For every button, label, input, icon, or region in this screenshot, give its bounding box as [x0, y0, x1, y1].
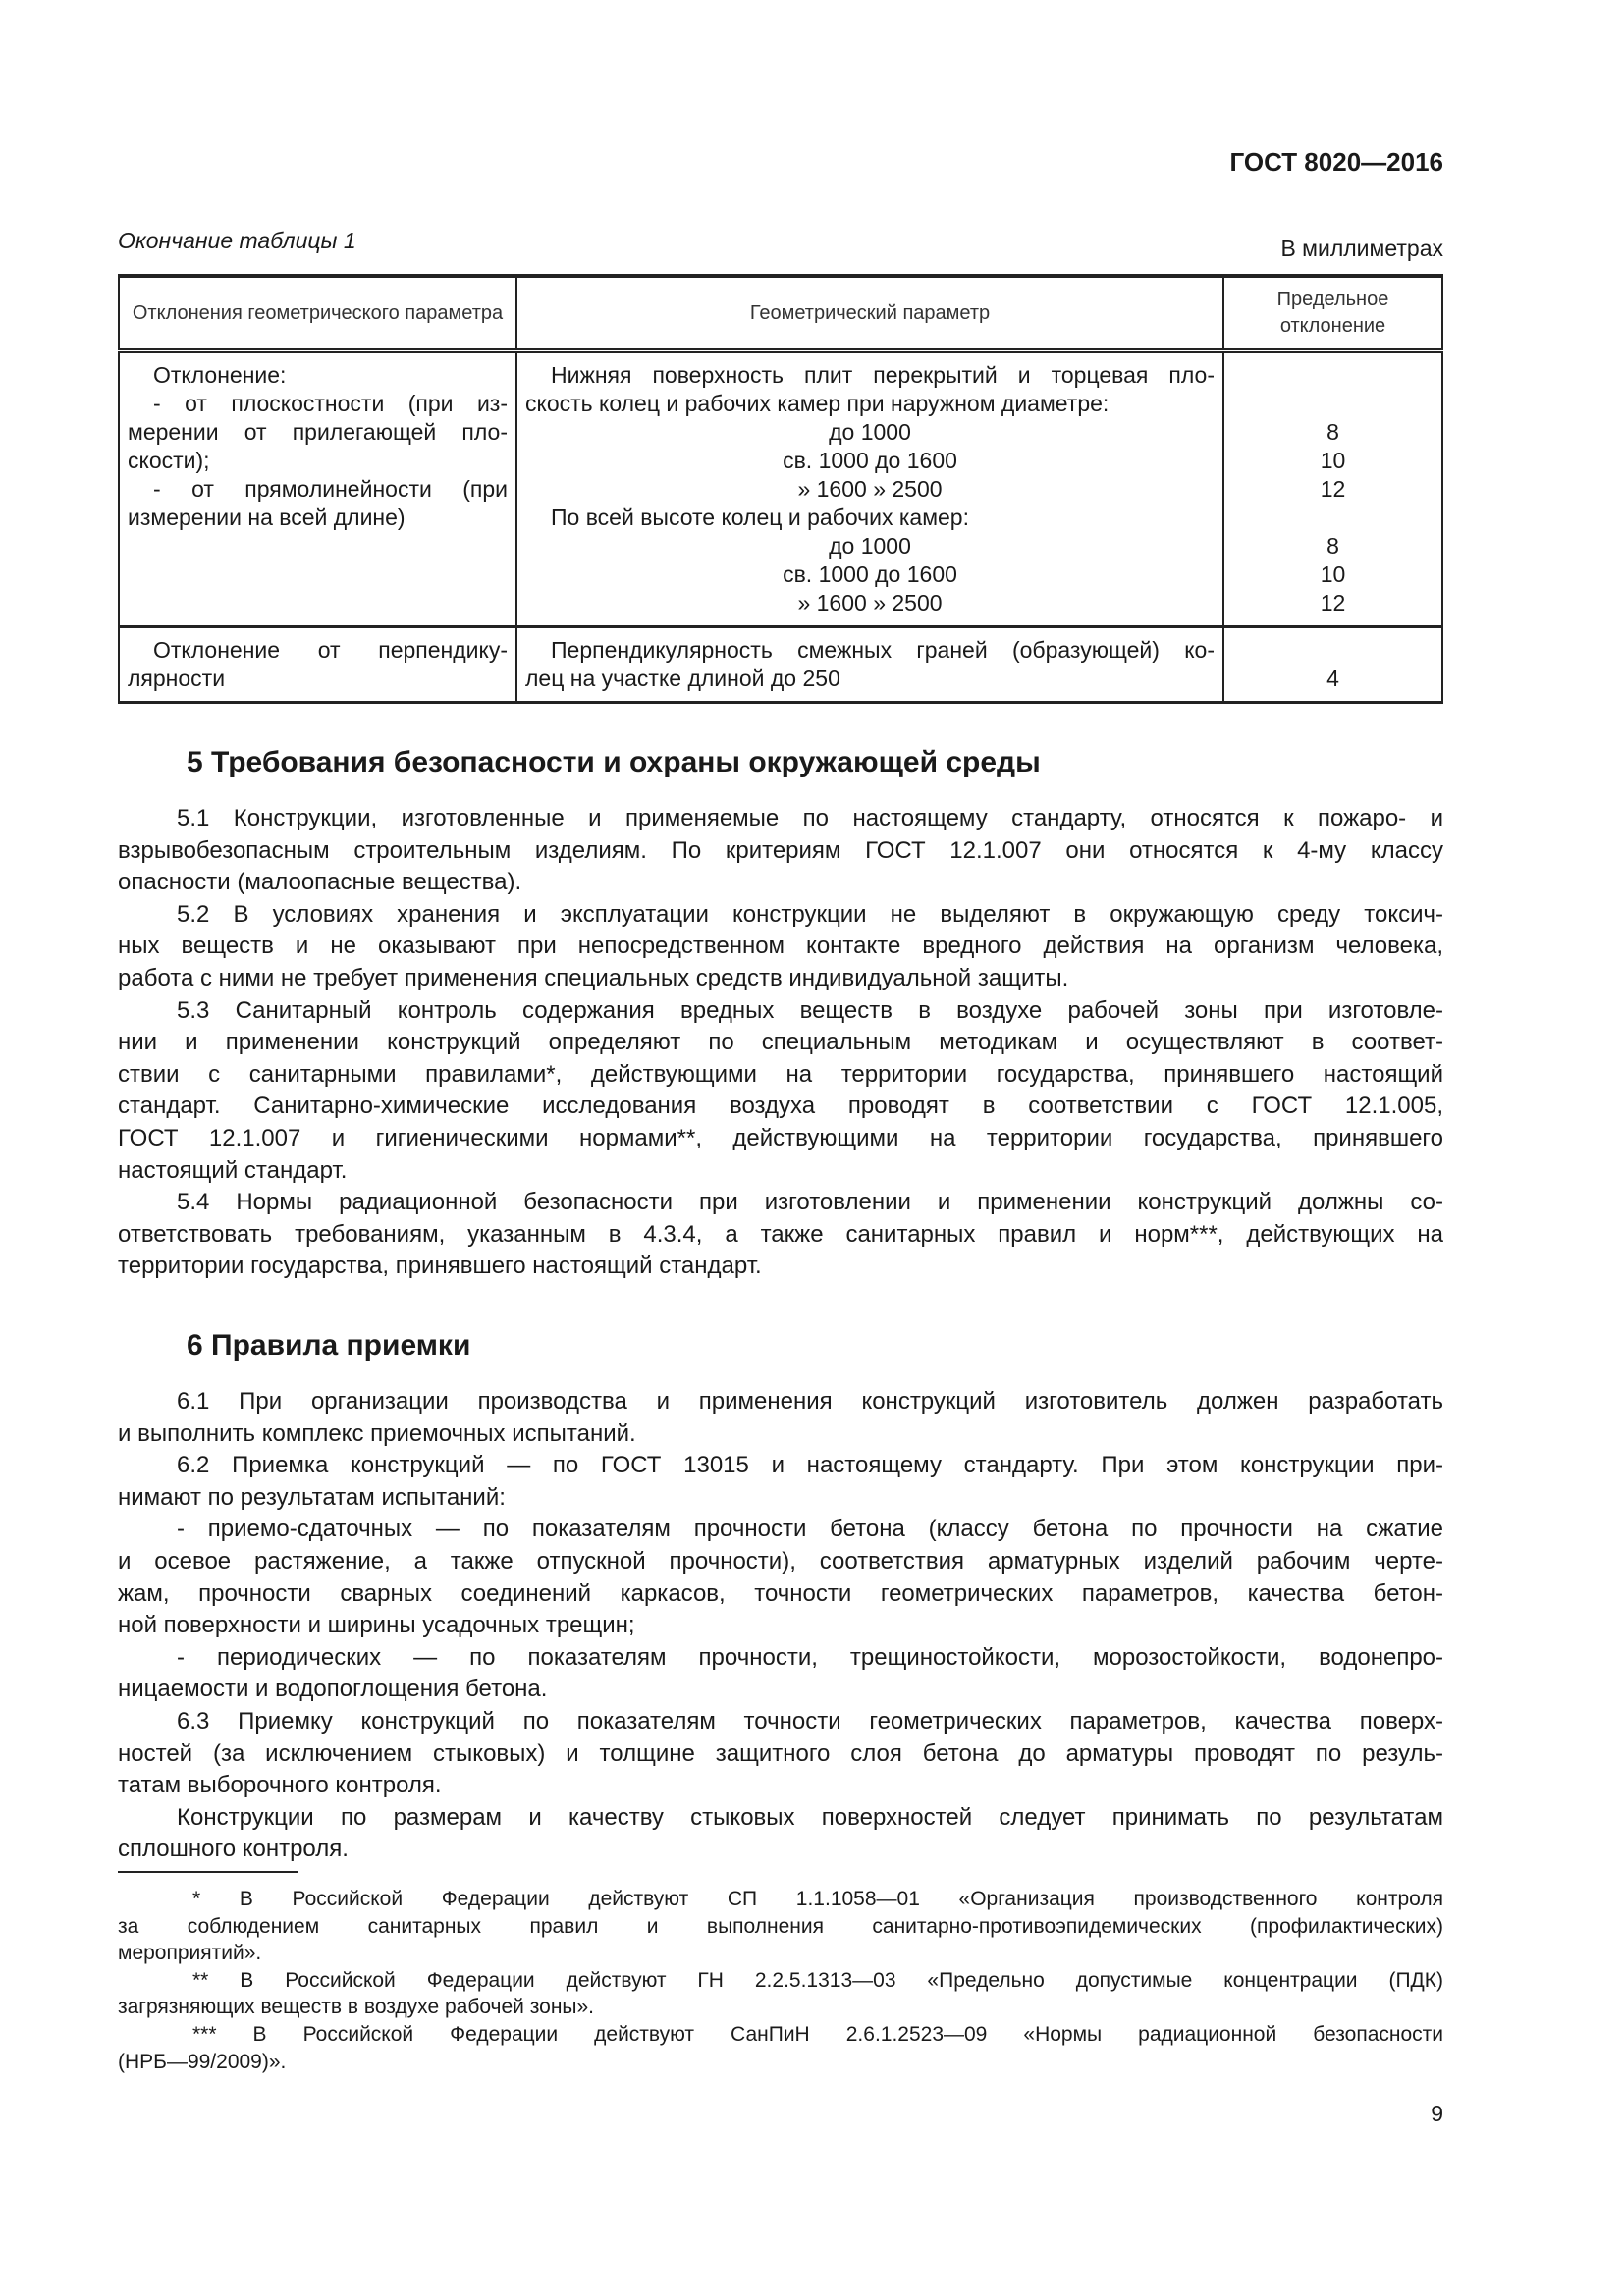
- text-line: настоящий стандарт.: [118, 1156, 348, 1184]
- text-line: 6.3 Приемку конструкций по показателям точности геометрических параметров, качества поверх-: [177, 1707, 1443, 1735]
- text-line: нии и применении конструкций определяют по специальным методикам и осуществляют в соответ-: [118, 1029, 1443, 1056]
- cell-line: скость колец и рабочих камер при наружном диаметре:: [525, 391, 1110, 416]
- cell-line: - от плоскостности (при из-: [153, 391, 508, 416]
- tolerance-table: [118, 274, 1443, 704]
- cell-line: 12: [1320, 590, 1346, 615]
- text-line: загрязняющих веществ в воздухе рабочей зоны».: [118, 1996, 595, 2019]
- text-line: и выполнить комплекс приемочных испытаний.: [118, 1419, 636, 1447]
- text-line: ной поверхности и ширины усадочных трещин;: [118, 1612, 635, 1639]
- cell-line: св. 1000 до 1600: [783, 448, 957, 473]
- text-line: 5.1 Конструкции, изготовленные и применяемые по настоящему стандарту, относятся к пожаро- и: [177, 805, 1443, 831]
- document-id: ГОСТ 8020—2016: [1229, 147, 1443, 177]
- text-line: 5.2 В условиях хранения и эксплуатации конструкции не выделяют в окружающую среду токсич-: [177, 900, 1443, 928]
- text-line: жам, прочности сварных соединений каркасов, точности геометрических параметров, качества бетон-: [118, 1579, 1443, 1607]
- text-line: ствии с санитарными правилами*, действующими на территории государства, принявшего настоящий: [118, 1060, 1443, 1088]
- limit-cell: [1223, 351, 1442, 627]
- text-line: и осевое растяжение, а также отпускной прочности), соответствия арматурных изделий рабочим черте-: [118, 1547, 1443, 1575]
- text-line: стандарт. Санитарно-химические исследования воздуха проводят в соответствии с ГОСТ 12.1.005,: [118, 1093, 1443, 1120]
- cell-line: Нижняя поверхность плит перекрытий и торцевая пло-: [551, 362, 1215, 388]
- text-line: * В Российской Федерации действуют СП 1.1.1058—01 «Организация производственного контроля: [192, 1888, 1443, 1910]
- cell-line: [1232, 361, 1434, 390]
- table-header-row: [119, 276, 1442, 351]
- text-line: Конструкции по размерам и качеству стыковых поверхностей следует принимать по результатам: [177, 1803, 1443, 1831]
- cell-line: [1232, 636, 1434, 665]
- table-row: [119, 351, 1442, 627]
- text-line: 5.4 Нормы радиационной безопасности при изготовлении и применении конструкций должны со-: [177, 1189, 1443, 1216]
- cell-line: [1232, 390, 1434, 418]
- text-line: ответствовать требованиям, указанным в 4.3.4, а также санитарных правил и норм***, действующих на: [118, 1220, 1443, 1248]
- text-line: за соблюдением санитарных правил и выполнения санитарно-противоэпидемических (профилактических): [118, 1914, 1443, 1938]
- cell-line: 12: [1320, 476, 1346, 502]
- text-line: сплошного контроля.: [118, 1836, 349, 1863]
- limit-cell: [1223, 627, 1442, 703]
- section-6-heading: 6 Правила приемки: [187, 1329, 471, 1362]
- parameter-cell: [516, 627, 1223, 703]
- cell-line: лярности: [128, 666, 226, 691]
- table-row: [119, 627, 1442, 703]
- cell-line: Перпендикулярность смежных граней (образующей) ко-: [551, 637, 1215, 663]
- text-line: 6.2 Приемка конструкций — по ГОСТ 13015 и настоящему стандарту. При этом конструкции при-: [177, 1452, 1443, 1479]
- cell-line: до 1000: [829, 419, 911, 445]
- section-5-heading: 5 Требования безопасности и охраны окружающей среды: [187, 746, 1041, 778]
- text-line: работа с ними не требует применения специальных средств индивидуальной защиты.: [118, 964, 1069, 991]
- deviation-cell: [119, 627, 516, 703]
- column-header: Предельное отклонение: [1223, 276, 1442, 351]
- text-line: нимают по результатам испытаний:: [118, 1483, 506, 1511]
- page-number: 9: [1431, 2101, 1443, 2126]
- cell-line: лец на участке длиной до 250: [525, 666, 840, 691]
- cell-line: измерении на всей длине): [128, 505, 406, 530]
- text-line: *** В Российской Федерации действуют СанПиН 2.6.1.2523—09 «Нормы радиационной безопасности: [192, 2022, 1443, 2046]
- text-line: 5.3 Санитарный контроль содержания вредных веществ в воздухе рабочей зоны при изготовле-: [177, 996, 1443, 1024]
- cell-line: - от прямолинейности (при: [153, 476, 508, 502]
- deviation-cell: [119, 351, 516, 627]
- text-line: ных веществ и не оказывают при непосредственном контакте вредного действия на организм человека,: [118, 933, 1443, 960]
- cell-line: скости);: [128, 448, 210, 473]
- cell-line: 10: [1320, 448, 1346, 473]
- table-units: В миллиметрах: [1280, 236, 1443, 261]
- column-header: Отклонения геометрического параметра: [119, 276, 516, 351]
- cell-line: 10: [1320, 561, 1346, 587]
- parameter-cell: [516, 351, 1223, 627]
- text-line: взрывобезопасным строительным изделиям. По критериям ГОСТ 12.1.007 они относятся к 4-му классу: [118, 836, 1443, 864]
- cell-line: [1232, 504, 1434, 532]
- cell-line: » 1600 » 2500: [797, 590, 943, 615]
- cell-line: 8: [1326, 419, 1339, 445]
- column-header: Геометрический параметр: [516, 276, 1223, 351]
- cell-line: По всей высоте колец и рабочих камер:: [551, 505, 969, 530]
- text-line: (НРБ—99/2009)».: [118, 2050, 287, 2073]
- cell-line: Отклонение:: [153, 362, 287, 388]
- text-line: территории государства, принявшего настоящий стандарт.: [118, 1253, 762, 1280]
- section-6-body: [118, 1386, 1443, 1866]
- cell-line: 4: [1326, 666, 1339, 691]
- footnotes: [118, 1886, 1443, 2075]
- cell-line: мерении от прилегающей пло-: [128, 419, 508, 445]
- cell-line: св. 1000 до 1600: [783, 561, 957, 587]
- cell-line: до 1000: [829, 533, 911, 559]
- text-line: ностей (за исключением стыковых) и толщине защитного слоя бетона до арматуры проводят по резуль-: [118, 1739, 1443, 1767]
- cell-line: Отклонение от перпендику-: [153, 637, 508, 663]
- cell-line: » 1600 » 2500: [797, 476, 943, 502]
- text-line: татам выборочного контроля.: [118, 1772, 442, 1799]
- footnote-divider: [118, 1871, 298, 1873]
- text-line: 6.1 При организации производства и применения конструкций изготовитель должен разработать: [177, 1388, 1443, 1415]
- section-5-body: [118, 803, 1443, 1283]
- cell-line: 8: [1326, 533, 1339, 559]
- text-line: - периодических — по показателям прочности, трещиностойкости, морозостойкости, водонепро-: [177, 1643, 1443, 1671]
- text-line: ** В Российской Федерации действуют ГН 2.2.5.1313—03 «Предельно допустимые концентрации (ПДК): [192, 1968, 1443, 1992]
- table-caption: Окончание таблицы 1: [118, 228, 356, 253]
- text-line: ницаемости и водопоглощения бетона.: [118, 1676, 548, 1703]
- text-line: - приемо-сдаточных — по показателям прочности бетона (классу бетона по прочности на сжатие: [177, 1516, 1443, 1543]
- text-line: ГОСТ 12.1.007 и гигиеническими нормами**, действующими на территории государства, принявшего: [118, 1124, 1443, 1151]
- text-line: мероприятий».: [118, 1942, 262, 1965]
- text-line: опасности (малоопасные вещества).: [118, 869, 522, 896]
